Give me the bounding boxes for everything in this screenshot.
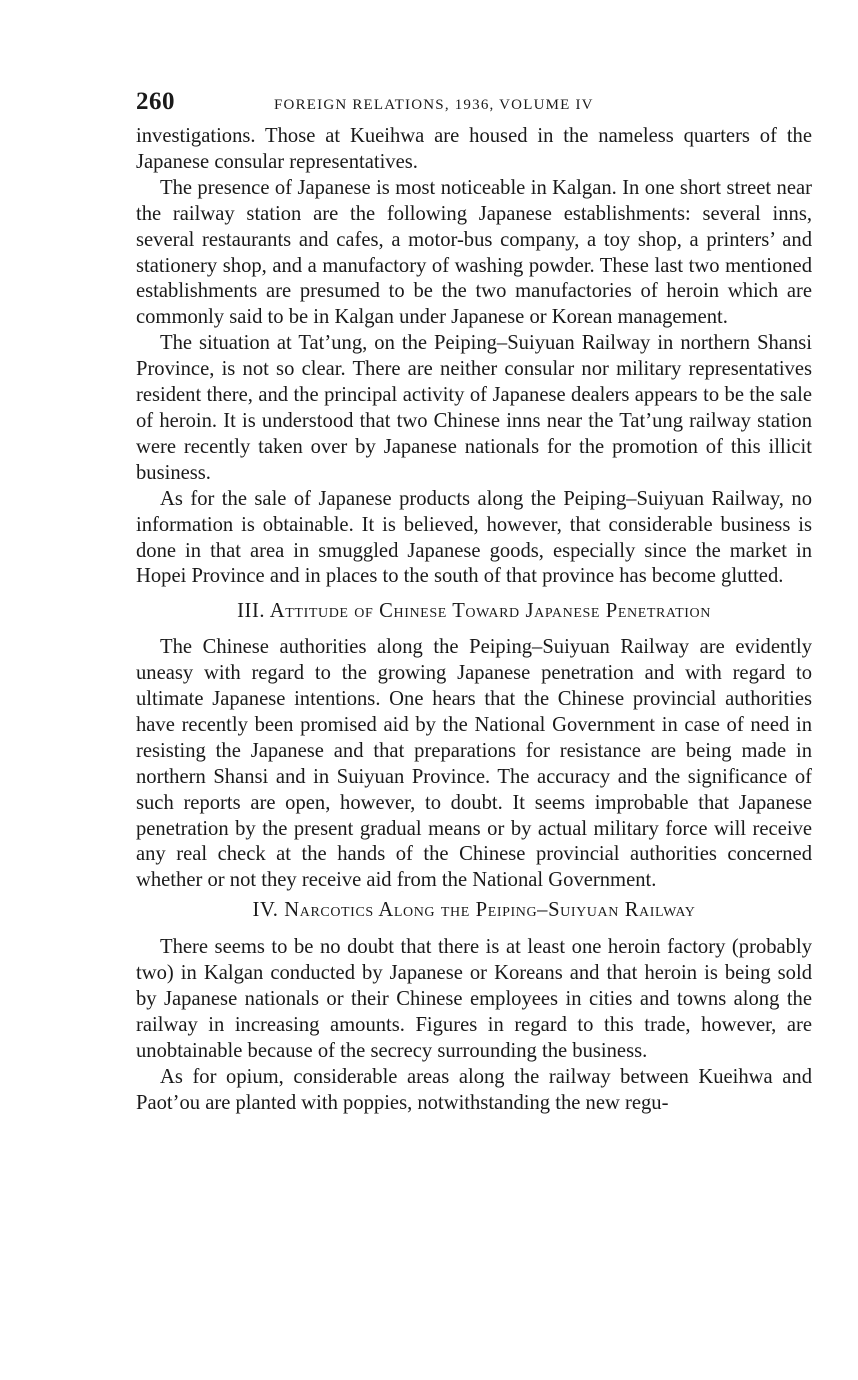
body-text bbox=[136, 124, 812, 1117]
paragraph-opium: As for opium, considerable areas along the railway between Kueihwa and Paot’ou are planted with poppies, notwithstanding the new regu- bbox=[136, 1065, 812, 1114]
section-heading-narcotics: IV. Narcotics Along the Peiping–Suiyuan Railway bbox=[252, 899, 696, 922]
page-header bbox=[136, 88, 812, 124]
running-title: FOREIGN RELATIONS, 1936, VOLUME IV bbox=[274, 97, 594, 113]
paragraph-kalgan: The presence of Japanese is most noticeable in Kalgan. In one short street near the railway station are the following Japanese establishments: several inns, several restaurants and cafes, a motor-bus company, a toy shop, a printers’ and stationery shop, and a manufactory of washing powder. These last two mentioned establishments are presumed to be the two manufactories of heroin which are commonly said to be in Kalgan under Japanese or Korean management. bbox=[136, 176, 812, 329]
paragraph-chinese-authorities: The Chinese authorities along the Peiping–Suiyuan Railway are evidently uneasy with regard to the growing Japanese penetration and with regard to ultimate Japanese intentions. One hears that the Chinese provincial authorities have recently been promised aid by the National Government in case of need in resisting the Japanese and that preparations for resistance are being made in northern Shansi and in Suiyuan Province. The accuracy and the significance of such reports are open, however, to doubt. It seems improbable that Japanese penetration by the present gradual means or by actual military force will receive any real check at the hands of the Chinese provincial authorities concerned whether or not they receive aid from the National Government. bbox=[136, 636, 812, 892]
document-page bbox=[136, 88, 812, 1117]
page-number: 260 bbox=[136, 88, 175, 115]
paragraph-japanese-products: As for the sale of Japanese products along the Peiping–Suiyuan Railway, no information is obtainable. It is believed, however, that considerable business is done in that area in smuggled Japanese goods, especially since the market in Hopei Province and in places to the south of that province has become glutted. bbox=[136, 487, 812, 588]
paragraph-tatung: The situation at Tat’ung, on the Peiping–Suiyuan Railway in northern Shansi Province, is not so clear. There are neither consular nor military representatives resident there, and the principal activity of Japanese dealers appears to be the sale of heroin. It is understood that two Chinese inns near the Tat’ung railway station were recently taken over by Japanese nationals for the promotion of this illicit business. bbox=[136, 332, 812, 484]
paragraph-continuation: investigations. Those at Kueihwa are housed in the nameless quarters of the Japanese consular representatives. bbox=[136, 125, 812, 173]
section-heading-attitude: III. Attitude of Chinese Toward Japanese Penetration bbox=[237, 600, 711, 623]
paragraph-heroin-factory: There seems to be no doubt that there is at least one heroin factory (probably two) in Kalgan conducted by Japanese or Koreans and that heroin is being sold by Japanese nationals or their Chinese employees in cities and towns along the railway in increasing amounts. Figures in regard to this trade, however, are unobtainable because of the secrecy surrounding the business. bbox=[136, 936, 812, 1062]
